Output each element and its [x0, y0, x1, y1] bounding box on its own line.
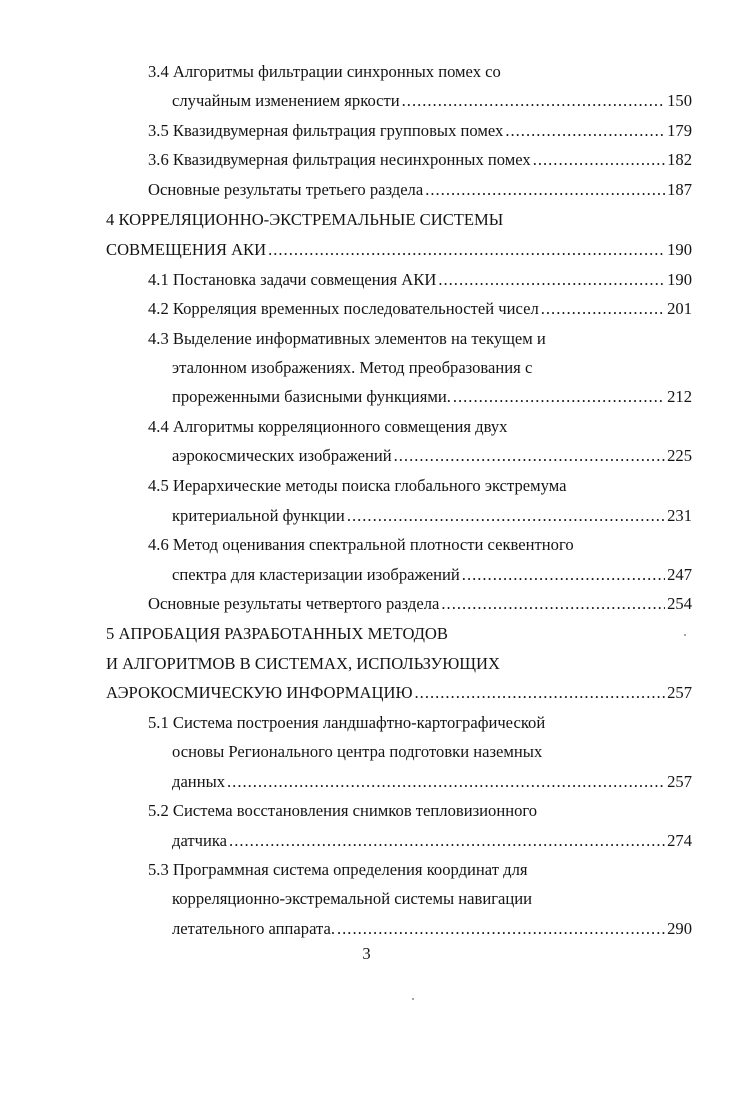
- toc-page-number: 290: [667, 919, 692, 938]
- toc-entry-5-1-line1: [148, 709, 545, 737]
- toc-page-number: 182: [667, 150, 692, 169]
- toc-entry-3-4-line1: [148, 58, 501, 86]
- toc-chapter-5[interactable]: [106, 679, 692, 707]
- dot-leader: [462, 561, 665, 589]
- toc-entry-3-4[interactable]: [172, 87, 692, 115]
- toc-entry-title: 4.5 Иерархические методы поиска глобального экстремума: [148, 476, 567, 495]
- toc-entry-title: 5.1 Система построения ландшафтно-картографической: [148, 713, 546, 732]
- toc-entry-5-3[interactable]: [172, 915, 692, 943]
- toc-entry-title: 5.3 Программная система определения координат для: [148, 860, 528, 879]
- toc-entry-title: спектра для кластеризации изображений: [172, 565, 460, 584]
- dot-leader: [415, 679, 666, 707]
- toc-entry-title: 4.4 Алгоритмы корреляционного совмещения двух: [148, 417, 508, 436]
- toc-page-number: 231: [667, 506, 692, 525]
- toc-entry-4-4[interactable]: [172, 442, 692, 470]
- toc-entry-5-2[interactable]: [172, 827, 692, 855]
- toc-entry-5-3-line2: [172, 885, 532, 913]
- toc-entry-title: критериальной функции: [172, 506, 345, 525]
- toc-entry-4-2[interactable]: [148, 295, 692, 323]
- toc-page-number: 257: [667, 772, 692, 791]
- toc-entry-results-3[interactable]: [148, 176, 692, 204]
- toc-entry-4-5[interactable]: [172, 502, 692, 530]
- dot-leader: [425, 176, 665, 204]
- toc-page-number: 212: [667, 387, 692, 406]
- dot-leader: [394, 442, 665, 470]
- toc-entry-title: случайным изменением яркости: [172, 91, 400, 110]
- toc-entry-title: основы Регионального центра подготовки наземных: [172, 742, 543, 761]
- toc-chapter-4-line1: [106, 206, 503, 234]
- toc-entry-title: 4.1 Постановка задачи совмещения АКИ: [148, 270, 437, 289]
- toc-entry-title: 4.3 Выделение информативных элементов на текущем и: [148, 329, 546, 348]
- toc-entry-title: 4.2 Корреляция временных последовательностей чисел: [148, 299, 539, 318]
- dot-leader: [347, 502, 665, 530]
- scan-speck: [684, 634, 686, 636]
- toc-page-number: 187: [667, 180, 692, 199]
- toc-entry-title: данных: [172, 772, 226, 791]
- toc-entry-4-1[interactable]: [148, 266, 692, 294]
- toc-entry-title: 3.6 Квазидвумерная фильтрация несинхронных помех: [148, 150, 531, 169]
- toc-entry-title: 3.4 Алгоритмы фильтрации синхронных помех со: [148, 62, 501, 81]
- dot-leader: [227, 768, 665, 796]
- dot-leader: [438, 266, 665, 294]
- toc-page-number: 225: [667, 446, 692, 465]
- toc-entry-5-2-line1: [148, 797, 537, 825]
- dot-leader: [453, 383, 665, 411]
- toc-chapter-5-line2: [106, 650, 500, 678]
- toc-chapter-title: 5 АПРОБАЦИЯ РАЗРАБОТАННЫХ МЕТОДОВ: [106, 624, 448, 643]
- toc-page-number: 201: [667, 299, 692, 318]
- toc-entry-title: корреляционно-экстремальной системы навигации: [172, 889, 533, 908]
- toc-entry-4-3-line2: [172, 354, 532, 382]
- toc-chapter-title: СОВМЕЩЕНИЯ АКИ: [106, 240, 267, 259]
- toc-entry-title: прореженными базисными функциями.: [172, 387, 451, 406]
- scan-speck: [412, 998, 414, 1000]
- toc-entry-title: аэрокосмических изображений: [172, 446, 392, 465]
- toc-entry-title: летательного аппарата.: [172, 919, 335, 938]
- toc-entry-title: датчика: [172, 831, 228, 850]
- toc-entry-4-5-line1: [148, 472, 566, 500]
- toc-entry-5-1[interactable]: [172, 768, 692, 796]
- toc-page-number: 179: [667, 121, 692, 140]
- toc-page-number: 190: [667, 240, 692, 259]
- toc-entry-title: 3.5 Квазидвумерная фильтрация групповых помех: [148, 121, 504, 140]
- dot-leader: [337, 915, 665, 943]
- toc-chapter-title: 4 КОРРЕЛЯЦИОННО-ЭКСТРЕМАЛЬНЫЕ СИСТЕМЫ: [106, 210, 504, 229]
- toc-entry-4-3[interactable]: [172, 383, 692, 411]
- toc-entry-4-6-line1: [148, 531, 574, 559]
- toc-chapter-4[interactable]: [106, 236, 692, 264]
- toc-page-number: 274: [667, 831, 692, 850]
- toc-entry-title: 4.6 Метод оценивания спектральной плотности секвентного: [148, 535, 574, 554]
- toc-page-number: 247: [667, 565, 692, 584]
- toc-entry-5-3-line1: [148, 856, 528, 884]
- toc-page-number: 257: [667, 683, 692, 702]
- dot-leader: [541, 295, 665, 323]
- dot-leader: [505, 117, 665, 145]
- toc-entry-4-4-line1: [148, 413, 507, 441]
- toc-entry-title: эталонном изображениях. Метод преобразования с: [172, 358, 533, 377]
- page-number: 3: [362, 944, 371, 963]
- dot-leader: [229, 827, 665, 855]
- dot-leader: [533, 146, 665, 174]
- toc-page-number: 190: [667, 270, 692, 289]
- toc-entry-3-5[interactable]: [148, 117, 692, 145]
- toc-entry-5-1-line2: [172, 738, 542, 766]
- toc-entry-title: 5.2 Система восстановления снимков тепловизионного: [148, 801, 538, 820]
- toc-entry-4-6[interactable]: [172, 561, 692, 589]
- toc-entry-results-4[interactable]: [148, 590, 692, 618]
- toc-entry-title: Основные результаты третьего раздела: [148, 180, 424, 199]
- toc-page-number: 150: [667, 91, 692, 110]
- toc-entry-title: Основные результаты четвертого раздела: [148, 594, 440, 613]
- toc-chapter-title: АЭРОКОСМИЧЕСКУЮ ИНФОРМАЦИЮ: [106, 683, 413, 702]
- toc-chapter-5-line1: [106, 620, 448, 648]
- toc-page-number: 254: [667, 594, 692, 613]
- dot-leader: [402, 87, 665, 115]
- dot-leader: [441, 590, 665, 618]
- toc-entry-3-6[interactable]: [148, 146, 692, 174]
- dot-leader: [268, 236, 665, 264]
- toc-chapter-title: И АЛГОРИТМОВ В СИСТЕМАХ, ИСПОЛЬЗУЮЩИХ: [106, 654, 500, 673]
- toc-entry-4-3-line1: [148, 325, 546, 353]
